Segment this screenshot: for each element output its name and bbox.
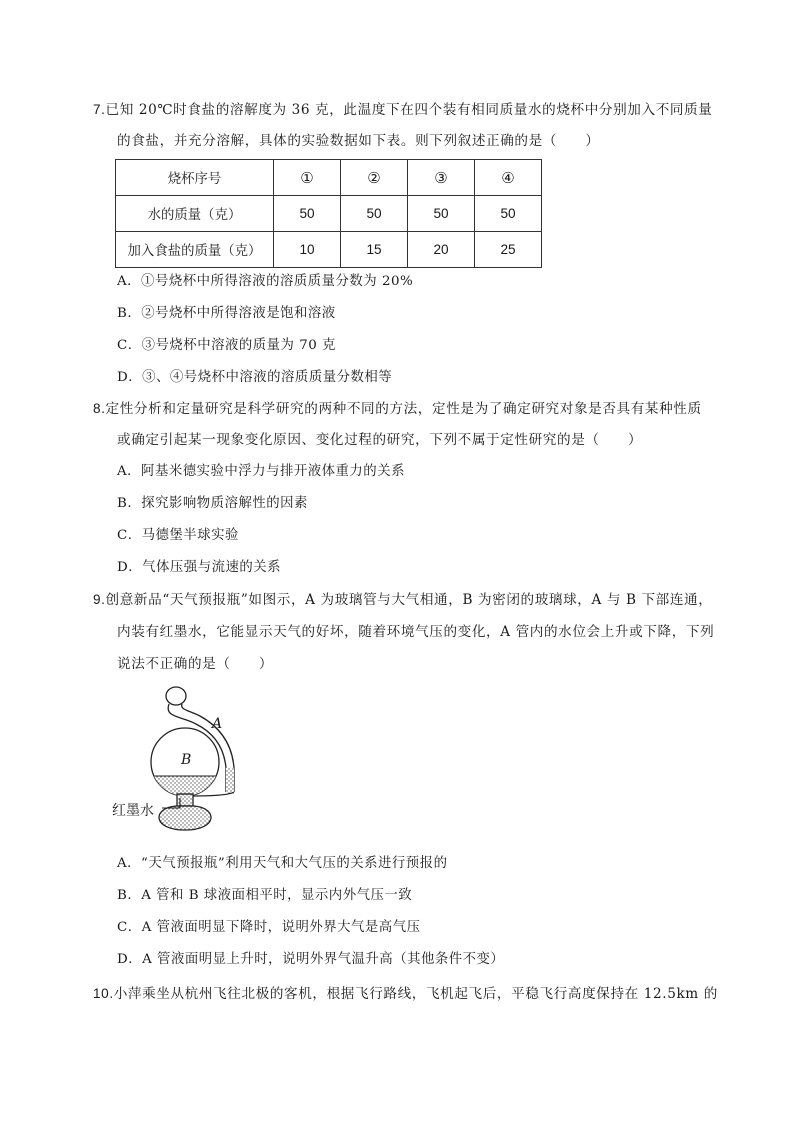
bottle-base <box>159 806 211 830</box>
q8-option-a: A．阿基米德实验中浮力与排开液体重力的关系 <box>117 464 405 479</box>
q8-option-b: B．探究影响物质溶解性的因素 <box>117 496 308 511</box>
table-header-4: ④ <box>475 160 542 196</box>
q9-line-3: 说法不正确的是（ ） <box>117 656 274 672</box>
table-cell: 20 <box>408 232 475 268</box>
q7-option-b: B．②号烧杯中所得溶液是饱和溶液 <box>117 306 336 321</box>
q9-option-c: C．A 管液面明显下降时，说明外界大气是高气压 <box>117 920 421 935</box>
table-cell: 水的质量（克） <box>116 196 274 232</box>
q7-text-1: 已知 20℃时食盐的溶解度为 36 克，此温度下在四个装有相同质量水的烧杯中分别加入不同质量 <box>105 102 713 118</box>
tube-top-bulb <box>166 687 186 705</box>
q8-line-2: 或确定引起某一现象变化原因、变化过程的研究，下列不属于定性研究的是（ ） <box>117 432 643 448</box>
table-header-beaker: 烧杯序号 <box>116 160 274 196</box>
table-header-1: ① <box>274 160 341 196</box>
figure-label-b: B <box>181 752 192 768</box>
table-cell: 50 <box>341 196 408 232</box>
q8-line-1 <box>93 400 702 418</box>
q7-option-d: D．③、④号烧杯中溶液的溶质质量分数相等 <box>117 370 393 385</box>
figure-label-a: A <box>212 716 223 732</box>
table-cell: 15 <box>341 232 408 268</box>
table-row <box>116 232 542 268</box>
table-cell: 25 <box>475 232 542 268</box>
table-header-3: ③ <box>408 160 475 196</box>
q9-option-a: A．“天气预报瓶”利用天气和大气压的关系进行预报的 <box>117 856 448 871</box>
table-cell: 50 <box>274 196 341 232</box>
q7-line-2: 的食盐，并充分溶解，具体的实验数据如下表。则下列叙述正确的是（ ） <box>117 133 600 149</box>
table-cell: 加入食盐的质量（克） <box>116 232 274 268</box>
q9-number: 9. <box>93 592 106 607</box>
q7-option-c: C．③号烧杯中溶液的质量为 70 克 <box>117 338 336 353</box>
q9-text-1: 创意新品“天气预报瓶”如图示，A 为玻璃管与大气相通，B 为密闭的玻璃球，A 与 B 下部连通， <box>105 592 713 608</box>
table-row <box>116 160 542 196</box>
bottle-neck <box>177 794 193 806</box>
q7-option-a: A．①号烧杯中所得溶液的溶质质量分数为 20% <box>117 274 414 289</box>
q8-text-1: 定性分析和定量研究是科学研究的两种不同的方法，定性是为了确定研究对象是否具有某种性质 <box>105 401 702 417</box>
q9-option-b: B．A 管和 B 球液面相平时，显示内外气压一致 <box>117 888 413 903</box>
tube-a-liquid <box>226 768 234 794</box>
table-header-2: ② <box>341 160 408 196</box>
q10-text-1: 小萍乘坐从杭州飞往北极的客机，根据飞行路线，飞机起飞后，平稳飞行高度保持在 12.5km 的 <box>113 986 718 1002</box>
q8-number: 8. <box>93 401 106 416</box>
q7-data-table <box>115 159 542 268</box>
table-row <box>116 196 542 232</box>
q8-option-d: D．气体压强与流速的关系 <box>117 560 282 575</box>
q7-number: 7. <box>93 102 106 117</box>
q10-line-1 <box>93 985 718 1003</box>
q9-option-d: D．A 管液面明显上升时，说明外界气温升高（其他条件不变） <box>117 952 505 967</box>
q10-number: 10. <box>93 986 114 1001</box>
table-cell: 50 <box>408 196 475 232</box>
figure-label-red-ink: 红墨水 <box>112 803 154 819</box>
q8-option-c: C．马德堡半球实验 <box>117 528 239 543</box>
table-cell: 50 <box>475 196 542 232</box>
q9-line-1 <box>93 591 712 609</box>
table-cell: 10 <box>274 232 341 268</box>
q9-line-2: 内装有红墨水，它能显示天气的好坏，随着环境气压的变化，A 管内的水位会上升或下降，下列 <box>117 624 715 640</box>
q7-line-1 <box>93 101 712 119</box>
